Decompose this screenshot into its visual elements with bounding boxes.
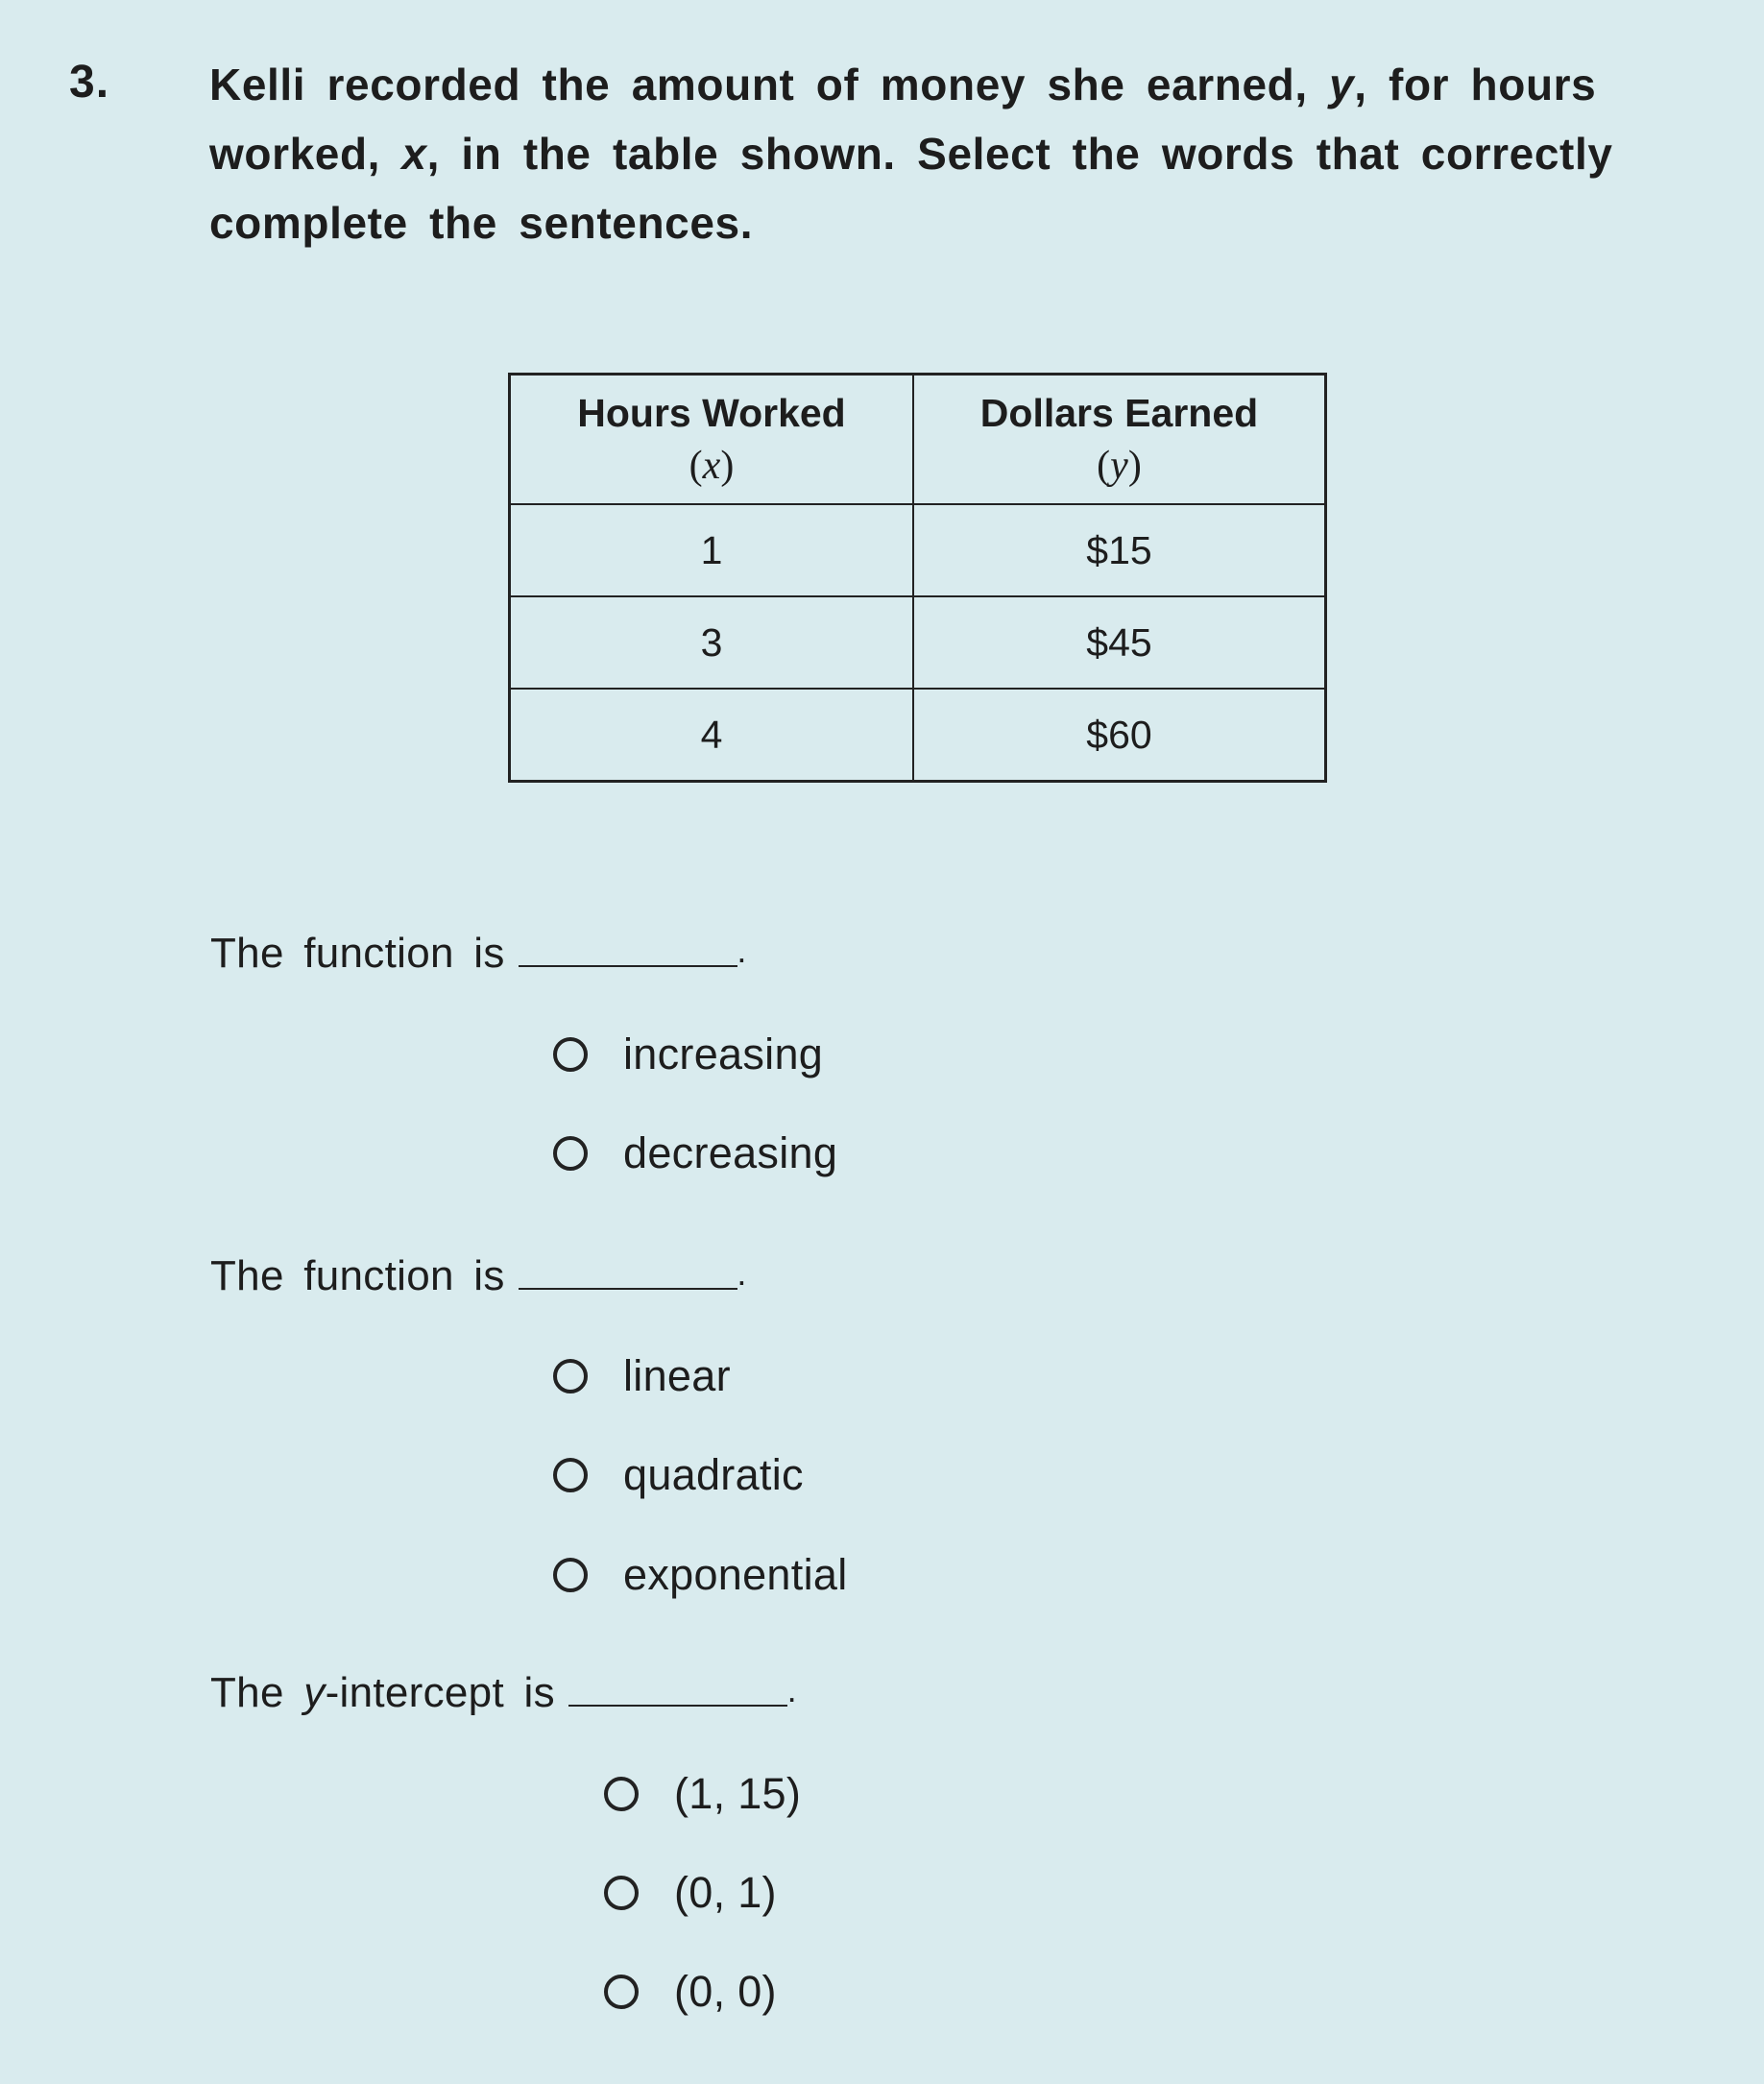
option-exponential[interactable]	[553, 1550, 848, 1600]
option-decreasing[interactable]	[553, 1128, 837, 1178]
sentence-period: .	[737, 1253, 747, 1293]
header-label: Dollars Earned	[979, 391, 1259, 435]
table-row	[510, 504, 1326, 596]
table-cell-hours: 3	[510, 596, 914, 689]
header-variable	[689, 444, 735, 488]
data-table	[508, 373, 1327, 783]
sentence-period: .	[737, 931, 747, 970]
table-header-row	[510, 375, 1326, 505]
table-cell-hours: 4	[510, 689, 914, 782]
option-label: (0, 1)	[674, 1868, 777, 1917]
option-1-15[interactable]	[604, 1769, 801, 1819]
option-label: (1, 15)	[674, 1769, 802, 1818]
option-label: decreasing	[623, 1128, 838, 1177]
paren-close: )	[1127, 444, 1142, 488]
radio-circle-icon[interactable]	[604, 1876, 639, 1910]
option-0-0[interactable]	[604, 1967, 777, 2017]
option-label: linear	[623, 1351, 731, 1400]
paren-open: (	[689, 444, 703, 488]
radio-circle-icon[interactable]	[553, 1458, 588, 1492]
sentence-period: .	[786, 1670, 797, 1709]
table-cell-dollars: $45	[913, 596, 1326, 689]
table-cell-dollars: $60	[913, 689, 1326, 782]
option-label: increasing	[623, 1030, 824, 1078]
sentence-stem-suffix: -intercept is	[325, 1669, 555, 1716]
question-prompt	[209, 50, 1659, 257]
prompt-var-x: x	[401, 129, 427, 179]
option-linear[interactable]	[553, 1351, 731, 1401]
header-variable	[1097, 444, 1142, 488]
prompt-var-y: y	[1329, 60, 1355, 109]
radio-circle-icon[interactable]	[553, 1558, 588, 1592]
option-quadratic[interactable]	[553, 1450, 804, 1500]
table-cell-hours: 1	[510, 504, 914, 596]
question-number: 3.	[69, 57, 110, 108]
sentence-3-stem	[210, 1669, 797, 1717]
prompt-text-3: , in the table shown. Select the words that correctly complete the sentences.	[209, 129, 1613, 248]
answer-blank	[519, 1253, 747, 1293]
prompt-text-1: Kelli recorded the amount of money she earned,	[209, 60, 1330, 109]
sentence-1-stem	[210, 930, 747, 978]
variable-y: y	[1110, 444, 1128, 488]
header-hours-worked	[510, 375, 914, 505]
radio-circle-icon[interactable]	[553, 1037, 588, 1072]
option-increasing[interactable]	[553, 1030, 823, 1079]
paren-close: )	[720, 444, 735, 488]
sentence-stem-text: The function is	[210, 1252, 505, 1299]
radio-circle-icon[interactable]	[553, 1136, 588, 1171]
sentence-stem-text: The function is	[210, 930, 505, 977]
table-row	[510, 596, 1326, 689]
paren-open: (	[1097, 444, 1111, 488]
option-0-1[interactable]	[604, 1868, 777, 1918]
prompt-text-2: , for hours worked,	[209, 60, 1597, 179]
variable-x: x	[702, 444, 721, 488]
answer-blank	[519, 931, 747, 970]
option-label: quadratic	[623, 1450, 804, 1499]
radio-circle-icon[interactable]	[604, 1975, 639, 2009]
header-dollars-earned	[913, 375, 1326, 505]
table-row	[510, 689, 1326, 782]
option-label: exponential	[623, 1550, 848, 1599]
option-label: (0, 0)	[674, 1967, 777, 2016]
answer-blank	[568, 1670, 797, 1709]
radio-circle-icon[interactable]	[553, 1359, 588, 1393]
sentence-2-stem	[210, 1252, 747, 1300]
radio-circle-icon[interactable]	[604, 1777, 639, 1811]
sentence-stem-prefix: The	[210, 1669, 304, 1716]
header-label: Hours Worked	[577, 391, 846, 435]
table-cell-dollars: $15	[913, 504, 1326, 596]
variable-y: y	[303, 1669, 326, 1716]
